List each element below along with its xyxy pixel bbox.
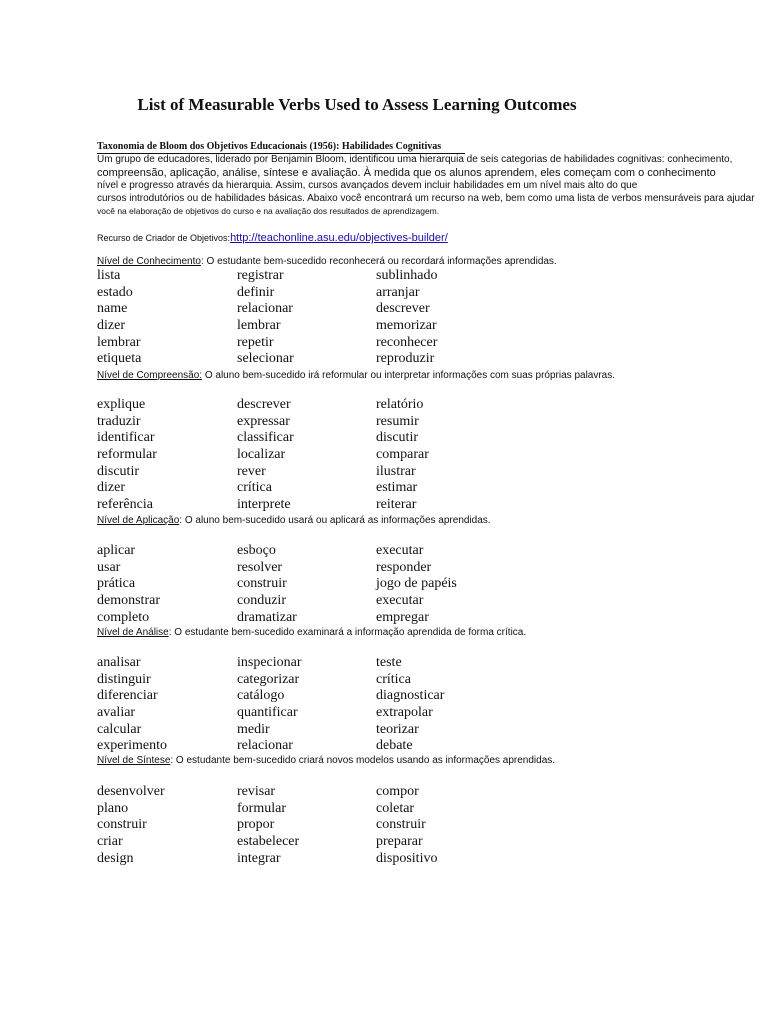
verb: etiqueta [97, 351, 142, 367]
verb: revisar [237, 784, 276, 799]
verb: ilustrar [376, 463, 416, 479]
verb: discutir [97, 463, 139, 479]
verb: executar [376, 593, 424, 609]
verb: catálogo [237, 688, 285, 704]
level-name: Nível de Conhecimento [97, 256, 201, 267]
level-analysis-heading [97, 627, 526, 638]
verb: criar [97, 834, 123, 850]
verb: identificar [97, 430, 155, 446]
verb: descrever [237, 397, 291, 412]
verb: analisar [97, 655, 141, 670]
level-name: Nível de Análise [97, 627, 169, 638]
verb: reconhecer [376, 334, 438, 350]
verb: lembrar [237, 318, 281, 334]
verb: preparar [376, 834, 423, 850]
verb: interprete [237, 497, 291, 513]
verb: dizer [97, 480, 125, 496]
objectives-builder-link[interactable]: http://teachonline.asu.edu/objectives-builder/ [230, 232, 448, 244]
verb: rever [237, 463, 266, 479]
verb: teorizar [376, 721, 419, 737]
verb: compor [376, 784, 419, 799]
taxonomy-subtitle: Taxonomia de Bloom dos Objetivos Educacionais (1956): Habilidades Cognitivas [97, 141, 465, 154]
intro-line: você na elaboração de objetivos do curso e na avaliação dos resultados de aprendizagem. [97, 206, 440, 216]
verb: relatório [376, 397, 424, 412]
verb: explique [97, 397, 146, 412]
verb: reformular [97, 447, 157, 463]
verb: executar [376, 543, 424, 558]
level-description: : O aluno bem-sucedido usará ou aplicará as informações aprendidas. [179, 515, 491, 526]
verb: coletar [376, 800, 415, 816]
verb: empregar [376, 609, 429, 625]
verb: teste [376, 655, 402, 670]
verb: dizer [97, 318, 125, 334]
verb: categorizar [237, 671, 300, 687]
intro-line: nível e progresso através da hierarquia. Assim, cursos avançados devem incluir habilidades em um nível mais alto do que [97, 180, 638, 191]
verb: construir [376, 817, 426, 833]
verb: usar [97, 559, 121, 575]
level-knowledge-heading [97, 256, 557, 267]
verb: resumir [376, 413, 419, 429]
level-description: : O estudante bem-sucedido examinará a informação aprendida de forma crítica. [168, 627, 527, 638]
verb: propor [237, 817, 275, 833]
document-title: List of Measurable Verbs Used to Assess Learning Outcomes [137, 95, 577, 114]
intro-line: Um grupo de educadores, liderado por Benjamin Bloom, identificou uma hierarquia de seis categorias de habilidades cognitivas: conhecimento, [97, 154, 733, 165]
verb: estimar [376, 480, 418, 496]
resource-label: Recurso de Criador de Objetivos: [97, 233, 231, 243]
verb: construir [97, 817, 147, 833]
verb: calcular [97, 721, 142, 737]
verb: relacionar [237, 301, 293, 317]
verb: jogo de papéis [376, 576, 457, 592]
verb: design [97, 850, 134, 866]
verb: arranjar [376, 284, 420, 300]
verb: registrar [237, 268, 284, 283]
verb: crítica [237, 480, 272, 496]
verb: reiterar [376, 497, 417, 513]
verb: discutir [376, 430, 418, 446]
verb: referência [97, 497, 153, 513]
verb: estabelecer [237, 834, 300, 850]
verb: estado [97, 284, 133, 300]
level-application-heading [97, 515, 491, 526]
verb: selecionar [237, 351, 294, 367]
verb: dispositivo [376, 850, 438, 866]
verb: esboço [237, 543, 276, 558]
verb: responder [376, 559, 432, 575]
verb: comparar [376, 447, 429, 463]
verb: medir [237, 721, 270, 737]
verb: experimento [97, 738, 167, 754]
verb: formular [237, 800, 286, 816]
verb: name [97, 301, 128, 317]
level-synthesis-heading [97, 755, 555, 766]
verb: definir [237, 284, 275, 300]
verb: aplicar [97, 543, 136, 558]
verb: inspecionar [237, 655, 302, 670]
verb: demonstrar [97, 593, 160, 609]
verb: resolver [237, 559, 283, 575]
verb: repetir [237, 334, 274, 350]
intro-line: compreensão, aplicação, análise, síntese e avaliação. À medida que os alunos aprendem, eles começam com o conhecimento [97, 167, 716, 179]
verb: extrapolar [376, 705, 433, 721]
verb: debate [376, 738, 413, 754]
verb: sublinhado [376, 268, 438, 283]
verb: avaliar [97, 705, 136, 721]
verb: quantificar [237, 705, 298, 721]
verb: construir [237, 576, 287, 592]
verb: completo [97, 609, 150, 625]
verb: memorizar [376, 318, 437, 334]
verb: dramatizar [237, 609, 297, 625]
level-comprehension-heading [97, 370, 615, 381]
verb: diferenciar [97, 688, 158, 704]
verb: desenvolver [97, 784, 165, 799]
verb: descrever [376, 301, 430, 317]
resource-line [97, 232, 448, 244]
verb: lembrar [97, 334, 141, 350]
level-name: Nível de Síntese [97, 755, 171, 766]
verb: diagnosticar [376, 688, 445, 704]
verb: crítica [376, 671, 411, 687]
verb: relacionar [237, 738, 293, 754]
level-description: : O estudante bem-sucedido criará novos modelos usando as informações aprendidas. [170, 755, 556, 766]
level-description: : O estudante bem-sucedido reconhecerá ou recordará informações aprendidas. [200, 256, 557, 267]
verb: classificar [237, 430, 294, 446]
verb: conduzir [237, 593, 286, 609]
verb: localizar [237, 447, 286, 463]
verb: reproduzir [376, 351, 435, 367]
level-description: O aluno bem-sucedido irá reformular ou interpretar informações com suas próprias palavras. [202, 370, 616, 381]
level-name: Nível de Aplicação [97, 515, 180, 526]
level-name: Nível de Compreensão: [97, 370, 203, 381]
verb: lista [97, 268, 121, 283]
verb: expressar [237, 413, 290, 429]
verb: prática [97, 576, 136, 592]
verb: distinguir [97, 671, 151, 687]
verb: integrar [237, 850, 281, 866]
intro-line: cursos introdutórios ou de habilidades básicas. Abaixo você encontrará um recurso na web, bem como uma lista de verbos mensuráveis para ajudar [97, 193, 755, 204]
verb: traduzir [97, 413, 141, 429]
verb: plano [97, 800, 129, 816]
